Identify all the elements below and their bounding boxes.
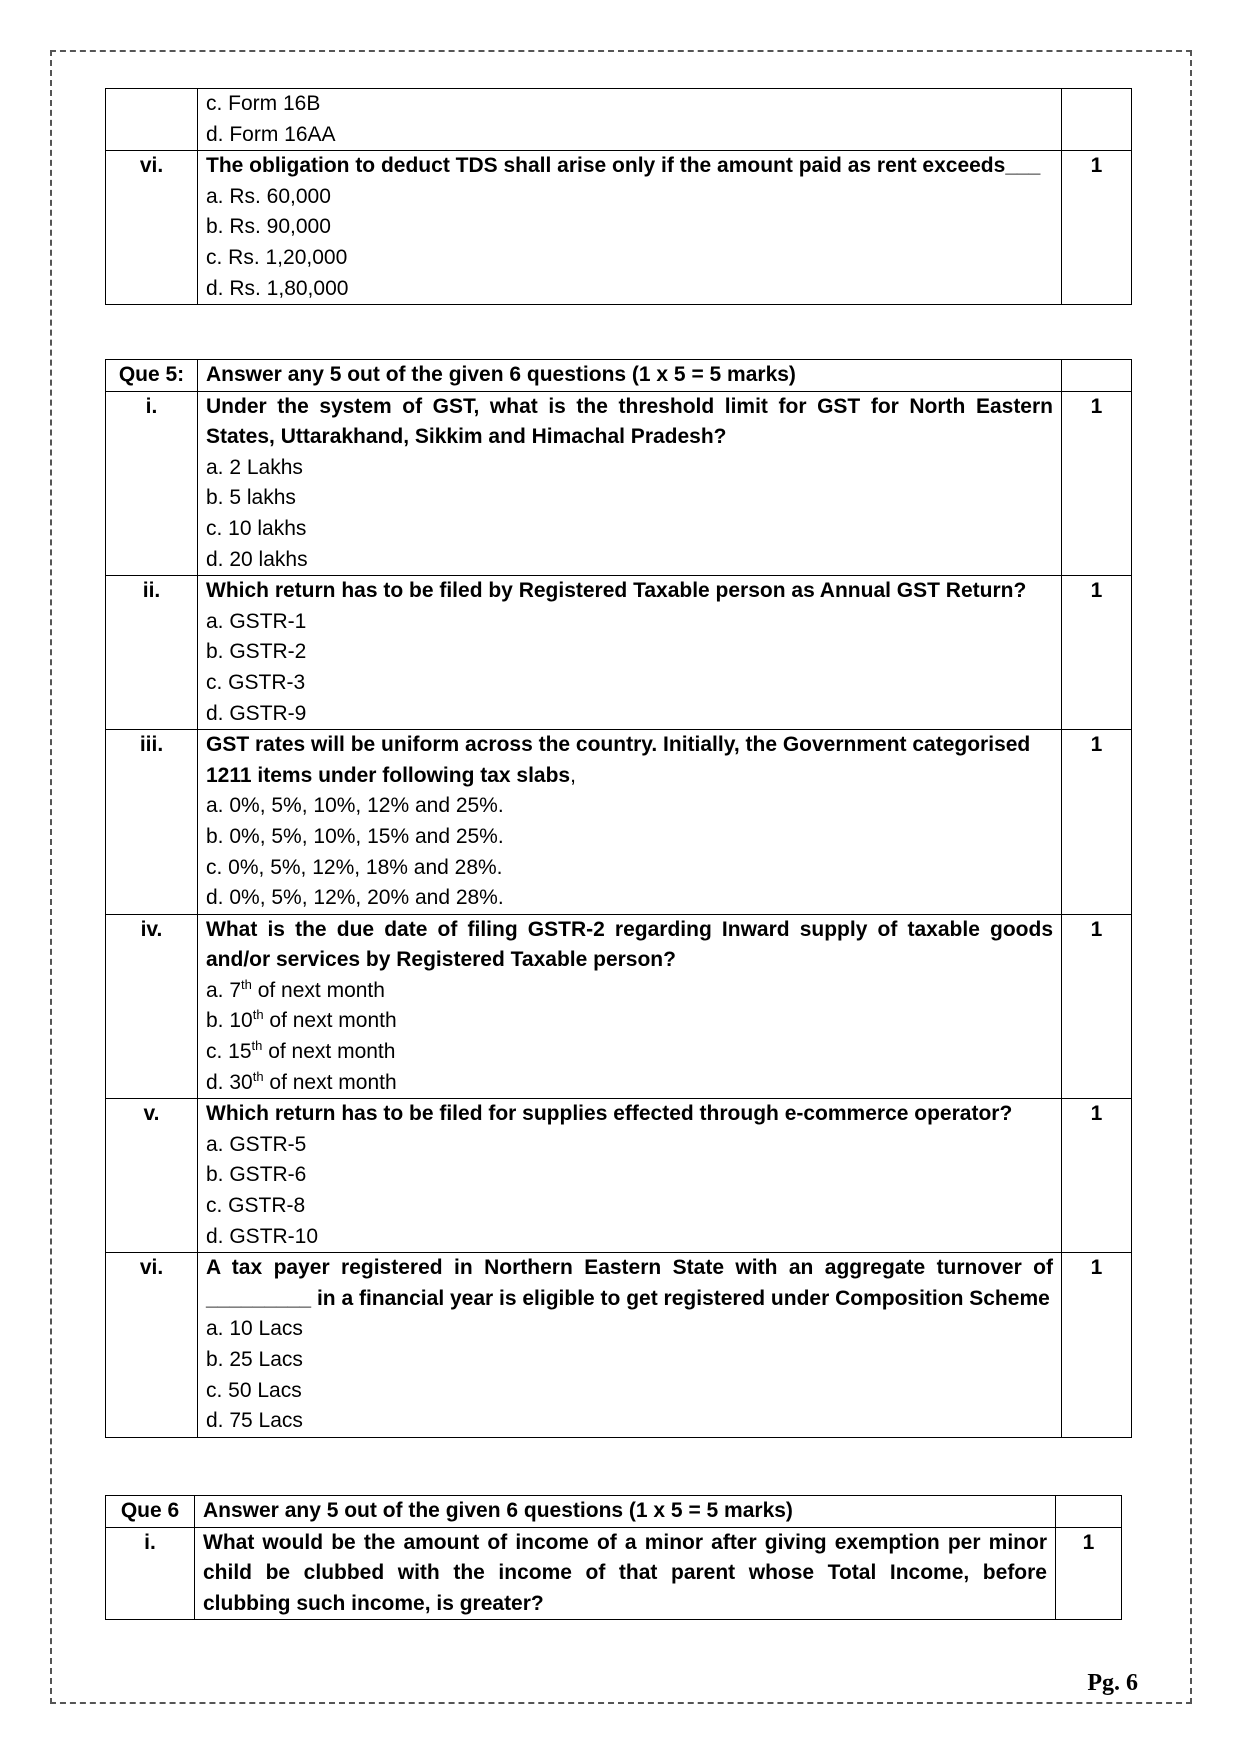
table-row	[106, 151, 1132, 305]
marks-cell	[1062, 360, 1132, 392]
option-prefix: c. 15	[206, 1040, 252, 1064]
option: d. Form 16AA	[206, 122, 336, 146]
option: d. GSTR-9	[206, 701, 307, 725]
option: b. 25 Lacs	[206, 1348, 303, 1371]
option: c. GSTR-8	[206, 1194, 306, 1218]
option	[206, 976, 1053, 1007]
option-suffix: of next month	[251, 978, 385, 1002]
que6-table	[105, 1495, 1122, 1620]
option-suffix: of next month	[262, 1040, 396, 1064]
question-marks: 1	[1062, 1253, 1132, 1438]
question-text: The obligation to deduct TDS shall arise only if the amount paid as rent exceeds___	[206, 154, 1041, 178]
question-text: Which return has to be filed for supplies effected through e-commerce operator?	[206, 1102, 1013, 1126]
option: b. 5 lakhs	[206, 486, 296, 510]
table-row	[106, 89, 1132, 151]
option-suffix: of next month	[263, 1070, 397, 1094]
question-number: i.	[106, 391, 198, 576]
option	[206, 1068, 1053, 1099]
option: a. Rs. 60,000	[206, 184, 331, 208]
option: a. GSTR-1	[206, 609, 307, 633]
options-cell	[198, 89, 1062, 151]
question-cell	[198, 730, 1062, 915]
question-cell	[195, 1527, 1056, 1620]
option	[206, 1006, 1053, 1037]
question-table-continued	[105, 88, 1132, 305]
table-row	[106, 1496, 1122, 1528]
option: d. 0%, 5%, 12%, 20% and 28%.	[206, 886, 504, 910]
question-number: vi.	[106, 1253, 198, 1438]
que6-heading: Answer any 5 out of the given 6 questions (1 x 5 = 5 marks)	[195, 1496, 1056, 1528]
que6-label: Que 6	[106, 1496, 195, 1528]
option-suffix: of next month	[263, 1009, 397, 1033]
question-number: i.	[106, 1527, 195, 1620]
question-marks: 1	[1062, 1099, 1132, 1253]
table-row	[106, 1527, 1122, 1620]
que5-heading: Answer any 5 out of the given 6 questions (1 x 5 = 5 marks)	[198, 360, 1062, 392]
option: b. Rs. 90,000	[206, 215, 331, 239]
question-marks: 1	[1062, 391, 1132, 576]
que5-label: Que 5:	[106, 360, 198, 392]
option: b. GSTR-6	[206, 1163, 307, 1187]
question-cell	[198, 576, 1062, 730]
question-text-wrap	[206, 730, 1053, 791]
table-row	[106, 1099, 1132, 1253]
question-cell	[198, 1099, 1062, 1253]
table-row	[106, 391, 1132, 576]
question-marks: 1	[1062, 576, 1132, 730]
option: c. 50 Lacs	[206, 1378, 302, 1402]
option: c. GSTR-3	[206, 670, 306, 694]
question-cell	[198, 151, 1062, 305]
table-row	[106, 576, 1132, 730]
question-number-cell	[106, 89, 198, 151]
option: c. Rs. 1,20,000	[206, 245, 348, 269]
question-number: ii.	[106, 576, 198, 730]
question-text: GST rates will be uniform across the country. Initially, the Government categorised 1211 items under following tax slabs	[206, 733, 1031, 787]
question-number: v.	[106, 1099, 198, 1253]
question-text: What would be the amount of income of a minor after giving exemption per minor child be clubbed with the income of that parent whose Total Income, before clubbing such income, is greater?	[203, 1530, 1047, 1615]
question-marks: 1	[1062, 914, 1132, 1099]
option: a. 10 Lacs	[206, 1317, 303, 1341]
question-number: iii.	[106, 730, 198, 915]
table-row	[106, 914, 1132, 1099]
option: b. 0%, 5%, 10%, 15% and 25%.	[206, 824, 504, 848]
question-text: What is the due date of filing GSTR-2 regarding Inward supply of taxable goods and/or services by Registered Taxable person?	[206, 917, 1053, 972]
option-superscript: th	[241, 976, 252, 992]
option-prefix: a. 7	[206, 978, 242, 1002]
question-text: A tax payer registered in Northern Eastern State with an aggregate turnover of _________ in a financial year is eligible to get registered under Composition Scheme	[206, 1256, 1053, 1310]
table-row	[106, 1253, 1132, 1438]
table-row	[106, 730, 1132, 915]
option: c. 0%, 5%, 12%, 18% and 28%.	[206, 855, 503, 879]
page-number: Pg. 6	[1087, 1670, 1138, 1696]
option: c. Form 16B	[206, 92, 321, 115]
option-superscript: th	[252, 1068, 264, 1084]
option: d. GSTR-10	[206, 1224, 319, 1248]
question-cell	[198, 391, 1062, 576]
option: d. Rs. 1,80,000	[206, 276, 349, 300]
option: a. 0%, 5%, 10%, 12% and 25%.	[206, 794, 504, 818]
question-cell	[198, 1253, 1062, 1438]
question-text: Under the system of GST, what is the threshold limit for GST for North Eastern States, Uttarakhand, Sikkim and Himachal Pradesh?	[206, 394, 1053, 449]
question-number: vi.	[106, 151, 198, 305]
question-marks: 1	[1062, 730, 1132, 915]
question-text-suffix: ,	[570, 763, 576, 787]
question-marks: 1	[1062, 151, 1132, 305]
question-number: iv.	[106, 914, 198, 1099]
marks-cell	[1062, 89, 1132, 151]
table-row	[106, 360, 1132, 392]
option-prefix: d. 30	[206, 1070, 253, 1094]
option: d. 75 Lacs	[206, 1409, 303, 1433]
option: a. GSTR-5	[206, 1132, 307, 1156]
question-marks: 1	[1056, 1527, 1122, 1620]
option-superscript: th	[252, 1007, 264, 1023]
option	[206, 1037, 1053, 1068]
option-prefix: b. 10	[206, 1009, 253, 1033]
option: a. 2 Lakhs	[206, 455, 303, 479]
option: b. GSTR-2	[206, 640, 307, 664]
option: d. 20 lakhs	[206, 547, 308, 571]
question-text: Which return has to be filed by Registered Taxable person as Annual GST Return?	[206, 579, 1027, 603]
question-cell	[198, 914, 1062, 1099]
option: c. 10 lakhs	[206, 516, 307, 540]
que5-table	[105, 359, 1132, 1438]
option-superscript: th	[251, 1038, 263, 1054]
marks-cell	[1056, 1496, 1122, 1528]
